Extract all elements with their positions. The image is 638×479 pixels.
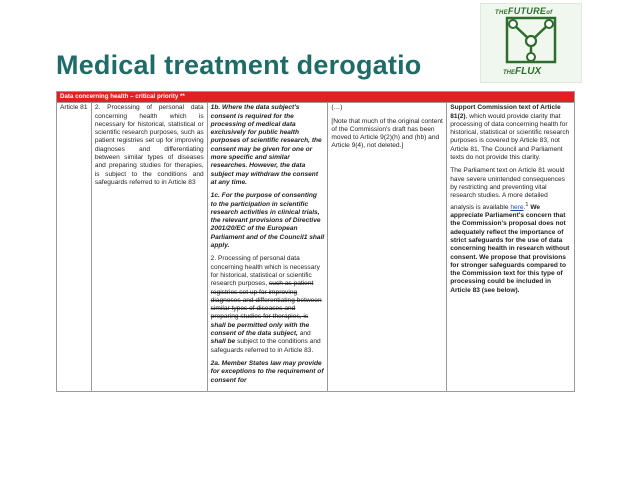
logo-top-text: THEFUTUREof xyxy=(495,6,553,16)
para-1b: 1b. Where the data subject's consent is required for the processing of medical data exclusively for public health purposes of scientific research, the consent may be given for one or more specific and similar researches. However, the data subject may withdraw the consent at any time. xyxy=(210,104,322,186)
future-of-the-flux-logo xyxy=(480,3,582,83)
council-text-cell xyxy=(328,103,447,392)
para-1c: 1c. For the purpose of consenting to the participation in scientific research activities in clinical trials, the relevant provisions of Directive 2001/20/EC of the European Parliament and of the Council1 shall apply. xyxy=(210,192,325,250)
banner-text: Data concerning health – critical priority ** xyxy=(57,92,575,103)
council-note: [Note that much of the original content of the Commission's draft has been moved to Article 9(2)(h) and (hb) and Article 9(4), not deleted.] xyxy=(331,117,443,150)
slide-title: Medical treatment derogatio xyxy=(56,50,422,80)
para-2: 2. Processing of personal data concerning health which is necessary for historical, statistical or scientific research purposes, such as patient registries set up for improving diagnoses and differentiating between similar types of diseases and preparing studies for therapies, is shall be permitted only with the consent of the data subject, and shall be subject to the conditions and safeguards referred to in Article 83. xyxy=(210,255,322,354)
here-link[interactable]: here xyxy=(510,203,524,211)
comment-para-1: Support Commission text of Article 81(2), which would provide clarity that processing of data concerning health for historical, statistical or scientific research purposes is covered by Article 83, not Article 81. The Council and Parliament texts do not provide this clarity. xyxy=(450,104,570,162)
council-ellipsis: (…) xyxy=(331,104,343,112)
table-banner-row xyxy=(57,92,575,103)
parliament-text-cell xyxy=(207,103,328,392)
logo-bottom-text: THEFLUX xyxy=(503,66,542,77)
comment-para-2: The Parliament text on Article 81 would have severe unintended consequences by restricting and preventing vital research studies. A more detailed analysis is available here.$^1$ We appreciate Parliament's concern that the Commission's proposal does not adequately reflect the importance of strict safeguards for the use of data concerning health in research without consent. We propose that provisions for stronger safeguards compared to the Commission text for this type of processing could be included in Article 83 (see below). xyxy=(450,167,570,294)
commission-text-cell: 2. Processing of personal data concerning health which is necessary for historical, statistical or scientific research purposes, such as patient registries set up for improving diagnoses and differentiating between similar types of diseases and preparing studies for therapies, is subject to the conditions and safeguards referred to in Article 83 xyxy=(91,103,207,392)
para-2a: 2a. Member States law may provide for exceptions to the requirement of consent for xyxy=(210,359,324,384)
comment-cell xyxy=(447,103,575,392)
derogation-table xyxy=(56,91,575,392)
table-row xyxy=(57,103,575,392)
molecule-icon xyxy=(503,15,559,65)
article-cell: Article 81 xyxy=(57,103,92,392)
